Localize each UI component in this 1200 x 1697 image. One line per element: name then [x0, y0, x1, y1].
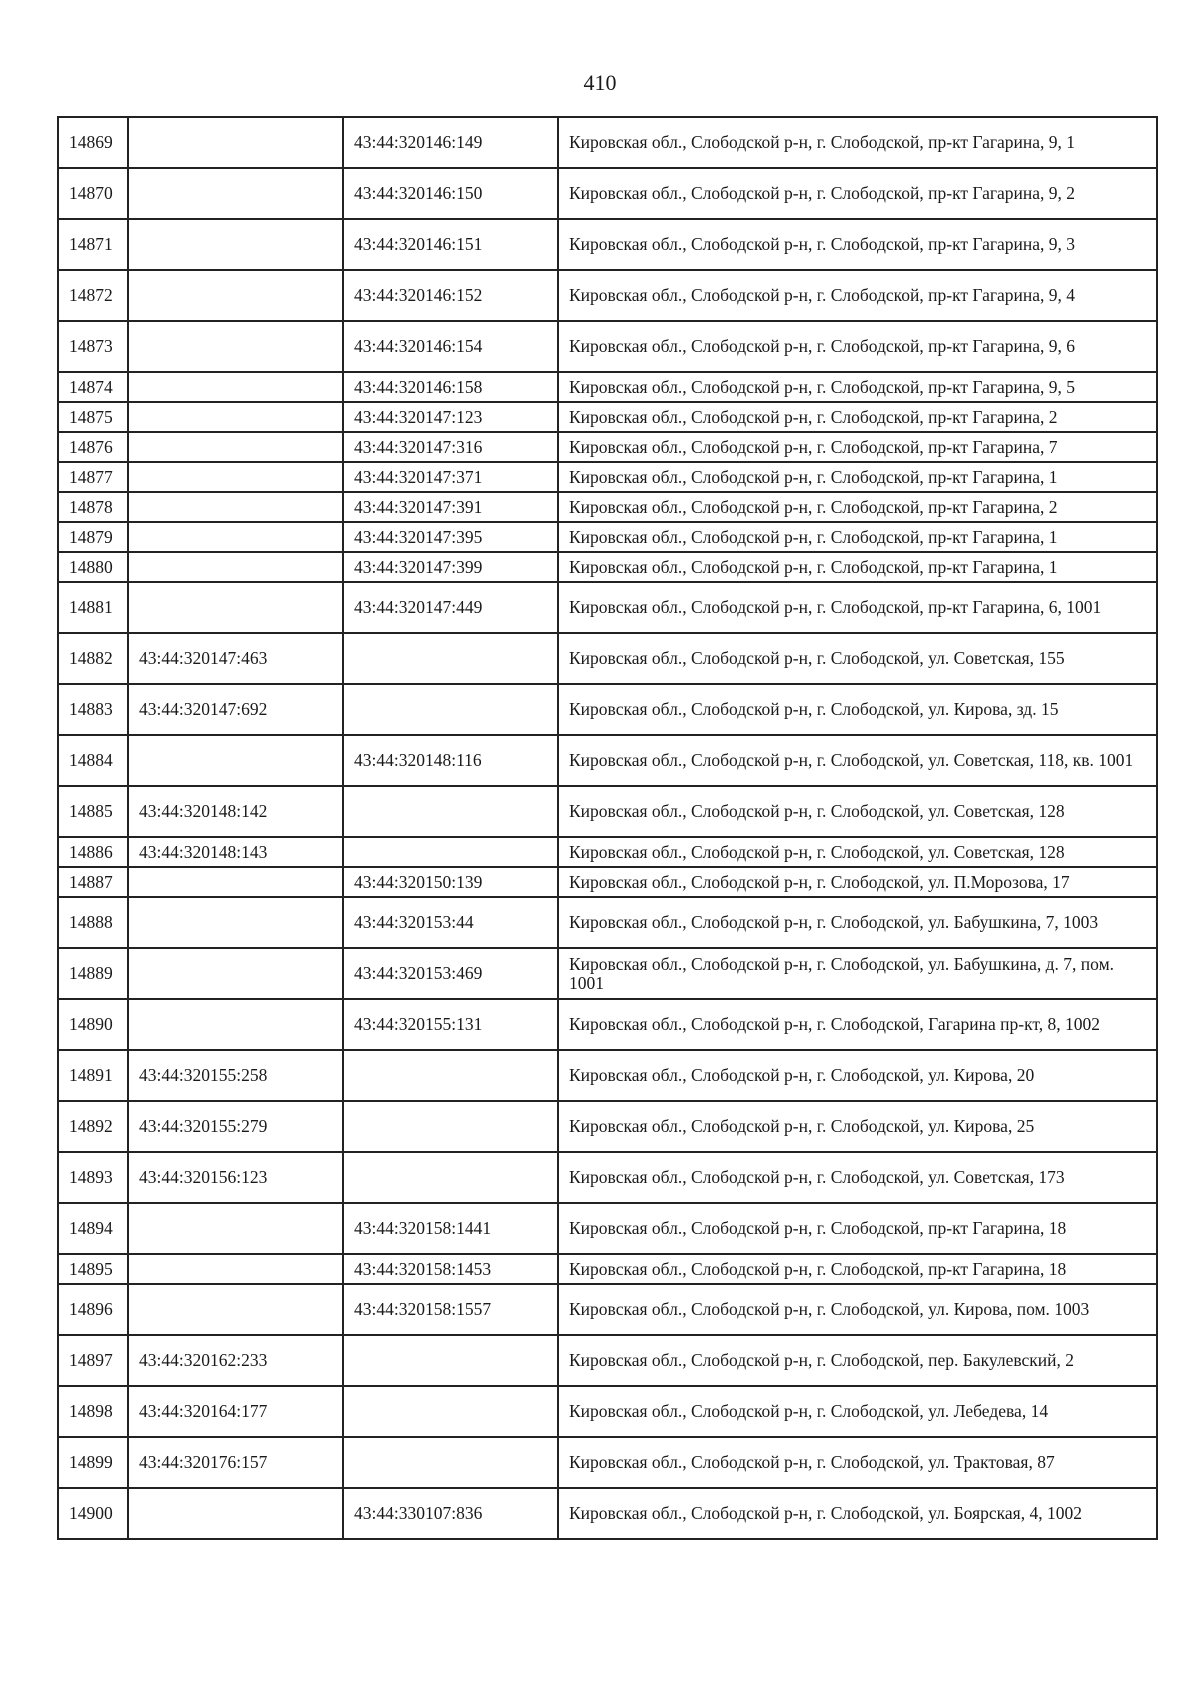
table-row — [58, 270, 1157, 321]
cadastral-number-cell — [128, 552, 343, 582]
row-number-cell: 14900 — [58, 1488, 128, 1539]
cadastral-number-cell: 43:44:320162:233 — [128, 1335, 343, 1386]
table-row — [58, 735, 1157, 786]
address-cell: Кировская обл., Слободской р-н, г. Слободской, ул. Кирова, пом. 1003 — [558, 1284, 1157, 1335]
cadastral-number-cell — [343, 1101, 558, 1152]
cadastral-number-cell: 43:44:320147:123 — [343, 402, 558, 432]
address-cell: Кировская обл., Слободской р-н, г. Слободской, пр-кт Гагарина, 2 — [558, 402, 1157, 432]
cadastral-number-cell — [343, 1437, 558, 1488]
table-row — [58, 321, 1157, 372]
row-number-cell: 14898 — [58, 1386, 128, 1437]
table-row — [58, 552, 1157, 582]
address-cell: Кировская обл., Слободской р-н, г. Слободской, ул. П.Морозова, 17 — [558, 867, 1157, 897]
cadastral-number-cell — [343, 786, 558, 837]
cadastral-number-cell: 43:44:320147:371 — [343, 462, 558, 492]
cadastral-number-cell — [128, 117, 343, 168]
row-number-cell: 14885 — [58, 786, 128, 837]
table-row — [58, 117, 1157, 168]
row-number-cell: 14870 — [58, 168, 128, 219]
cadastral-number-cell — [128, 867, 343, 897]
address-cell: Кировская обл., Слободской р-н, г. Слободской, пр-кт Гагарина, 9, 2 — [558, 168, 1157, 219]
cadastral-number-cell — [128, 462, 343, 492]
row-number-cell: 14879 — [58, 522, 128, 552]
cadastral-number-cell: 43:44:320158:1453 — [343, 1254, 558, 1284]
cadastral-number-cell: 43:44:320147:449 — [343, 582, 558, 633]
address-cell: Кировская обл., Слободской р-н, г. Слободской, ул. Советская, 155 — [558, 633, 1157, 684]
table-row — [58, 897, 1157, 948]
cadastral-number-cell: 43:44:320153:44 — [343, 897, 558, 948]
cadastral-number-cell — [343, 684, 558, 735]
table-row — [58, 1254, 1157, 1284]
cadastral-number-cell: 43:44:320176:157 — [128, 1437, 343, 1488]
row-number-cell: 14883 — [58, 684, 128, 735]
address-cell: Кировская обл., Слободской р-н, г. Слободской, ул. Боярская, 4, 1002 — [558, 1488, 1157, 1539]
cadastral-number-cell: 43:44:320164:177 — [128, 1386, 343, 1437]
cadastral-number-cell: 43:44:320148:116 — [343, 735, 558, 786]
row-number-cell: 14893 — [58, 1152, 128, 1203]
row-number-cell: 14890 — [58, 999, 128, 1050]
cadastral-number-cell — [343, 1386, 558, 1437]
cadastral-number-cell — [128, 522, 343, 552]
row-number-cell: 14888 — [58, 897, 128, 948]
row-number-cell: 14882 — [58, 633, 128, 684]
cadastral-number-cell: 43:44:320153:469 — [343, 948, 558, 999]
address-cell: Кировская обл., Слободской р-н, г. Слободской, ул. Советская, 173 — [558, 1152, 1157, 1203]
row-number-cell: 14884 — [58, 735, 128, 786]
row-number-cell: 14896 — [58, 1284, 128, 1335]
registry-table-body — [58, 117, 1157, 1539]
cadastral-number-cell: 43:44:320146:158 — [343, 372, 558, 402]
table-row — [58, 867, 1157, 897]
cadastral-number-cell: 43:44:330107:836 — [343, 1488, 558, 1539]
table-row — [58, 402, 1157, 432]
cadastral-number-cell — [128, 948, 343, 999]
cadastral-number-cell — [343, 1050, 558, 1101]
table-row — [58, 219, 1157, 270]
address-cell: Кировская обл., Слободской р-н, г. Слободской, ул. Трактовая, 87 — [558, 1437, 1157, 1488]
table-row — [58, 948, 1157, 999]
address-cell: Кировская обл., Слободской р-н, г. Слободской, пр-кт Гагарина, 6, 1001 — [558, 582, 1157, 633]
row-number-cell: 14869 — [58, 117, 128, 168]
cadastral-number-cell: 43:44:320155:131 — [343, 999, 558, 1050]
table-row — [58, 1203, 1157, 1254]
row-number-cell: 14892 — [58, 1101, 128, 1152]
cadastral-number-cell — [128, 582, 343, 633]
cadastral-number-cell: 43:44:320147:463 — [128, 633, 343, 684]
address-cell: Кировская обл., Слободской р-н, г. Слободской, пр-кт Гагарина, 18 — [558, 1203, 1157, 1254]
cadastral-number-cell: 43:44:320155:258 — [128, 1050, 343, 1101]
table-row — [58, 684, 1157, 735]
row-number-cell: 14874 — [58, 372, 128, 402]
cadastral-number-cell: 43:44:320146:150 — [343, 168, 558, 219]
table-row — [58, 1437, 1157, 1488]
address-cell: Кировская обл., Слободской р-н, г. Слободской, ул. Бабушкина, д. 7, пом. 1001 — [558, 948, 1157, 999]
cadastral-number-cell — [128, 219, 343, 270]
table-row — [58, 1284, 1157, 1335]
registry-table — [57, 116, 1158, 1540]
address-cell: Кировская обл., Слободской р-н, г. Слободской, Гагарина пр-кт, 8, 1002 — [558, 999, 1157, 1050]
table-row — [58, 1101, 1157, 1152]
address-cell: Кировская обл., Слободской р-н, г. Слободской, пр-кт Гагарина, 2 — [558, 492, 1157, 522]
row-number-cell: 14887 — [58, 867, 128, 897]
cadastral-number-cell: 43:44:320148:142 — [128, 786, 343, 837]
table-row — [58, 1488, 1157, 1539]
address-cell: Кировская обл., Слободской р-н, г. Слободской, пер. Бакулевский, 2 — [558, 1335, 1157, 1386]
row-number-cell: 14899 — [58, 1437, 128, 1488]
address-cell: Кировская обл., Слободской р-н, г. Слободской, ул. Кирова, зд. 15 — [558, 684, 1157, 735]
cadastral-number-cell: 43:44:320146:154 — [343, 321, 558, 372]
cadastral-number-cell — [128, 402, 343, 432]
cadastral-number-cell: 43:44:320147:391 — [343, 492, 558, 522]
table-row — [58, 1335, 1157, 1386]
cadastral-number-cell — [128, 492, 343, 522]
row-number-cell: 14881 — [58, 582, 128, 633]
cadastral-number-cell — [128, 1203, 343, 1254]
row-number-cell: 14873 — [58, 321, 128, 372]
cadastral-number-cell — [343, 1335, 558, 1386]
table-row — [58, 633, 1157, 684]
page-number: 410 — [583, 70, 617, 95]
row-number-cell: 14895 — [58, 1254, 128, 1284]
table-row — [58, 432, 1157, 462]
address-cell: Кировская обл., Слободской р-н, г. Слободской, пр-кт Гагарина, 1 — [558, 462, 1157, 492]
address-cell: Кировская обл., Слободской р-н, г. Слободской, ул. Лебедева, 14 — [558, 1386, 1157, 1437]
address-cell: Кировская обл., Слободской р-н, г. Слободской, ул. Советская, 128 — [558, 786, 1157, 837]
address-cell: Кировская обл., Слободской р-н, г. Слободской, пр-кт Гагарина, 18 — [558, 1254, 1157, 1284]
cadastral-number-cell: 43:44:320147:316 — [343, 432, 558, 462]
address-cell: Кировская обл., Слободской р-н, г. Слободской, пр-кт Гагарина, 9, 4 — [558, 270, 1157, 321]
table-row — [58, 582, 1157, 633]
cadastral-number-cell — [128, 432, 343, 462]
cadastral-number-cell: 43:44:320150:139 — [343, 867, 558, 897]
address-cell: Кировская обл., Слободской р-н, г. Слободской, ул. Бабушкина, 7, 1003 — [558, 897, 1157, 948]
cadastral-number-cell — [128, 999, 343, 1050]
row-number-cell: 14889 — [58, 948, 128, 999]
address-cell: Кировская обл., Слободской р-н, г. Слободской, ул. Кирова, 20 — [558, 1050, 1157, 1101]
row-number-cell: 14871 — [58, 219, 128, 270]
table-row — [58, 1386, 1157, 1437]
cadastral-number-cell: 43:44:320146:149 — [343, 117, 558, 168]
cadastral-number-cell: 43:44:320156:123 — [128, 1152, 343, 1203]
address-cell: Кировская обл., Слободской р-н, г. Слободской, пр-кт Гагарина, 7 — [558, 432, 1157, 462]
table-row — [58, 786, 1157, 837]
address-cell: Кировская обл., Слободской р-н, г. Слободской, ул. Советская, 128 — [558, 837, 1157, 867]
address-cell: Кировская обл., Слободской р-н, г. Слободской, пр-кт Гагарина, 9, 1 — [558, 117, 1157, 168]
cadastral-number-cell: 43:44:320148:143 — [128, 837, 343, 867]
cadastral-number-cell — [128, 1254, 343, 1284]
table-row — [58, 999, 1157, 1050]
cadastral-number-cell: 43:44:320147:395 — [343, 522, 558, 552]
cadastral-number-cell: 43:44:320155:279 — [128, 1101, 343, 1152]
cadastral-number-cell — [343, 633, 558, 684]
address-cell: Кировская обл., Слободской р-н, г. Слободской, пр-кт Гагарина, 1 — [558, 522, 1157, 552]
cadastral-number-cell — [128, 321, 343, 372]
row-number-cell: 14897 — [58, 1335, 128, 1386]
cadastral-number-cell — [128, 1488, 343, 1539]
cadastral-number-cell: 43:44:320146:152 — [343, 270, 558, 321]
cadastral-number-cell: 43:44:320147:399 — [343, 552, 558, 582]
table-row — [58, 1050, 1157, 1101]
table-row — [58, 837, 1157, 867]
cadastral-number-cell — [128, 897, 343, 948]
table-row — [58, 372, 1157, 402]
cadastral-number-cell — [343, 837, 558, 867]
row-number-cell: 14876 — [58, 432, 128, 462]
row-number-cell: 14877 — [58, 462, 128, 492]
row-number-cell: 14894 — [58, 1203, 128, 1254]
row-number-cell: 14872 — [58, 270, 128, 321]
cadastral-number-cell — [343, 1152, 558, 1203]
row-number-cell: 14886 — [58, 837, 128, 867]
cadastral-number-cell — [128, 168, 343, 219]
table-row — [58, 1152, 1157, 1203]
cadastral-number-cell: 43:44:320158:1441 — [343, 1203, 558, 1254]
address-cell: Кировская обл., Слободской р-н, г. Слободской, пр-кт Гагарина, 9, 3 — [558, 219, 1157, 270]
table-row — [58, 522, 1157, 552]
table-row — [58, 492, 1157, 522]
address-cell: Кировская обл., Слободской р-н, г. Слободской, ул. Кирова, 25 — [558, 1101, 1157, 1152]
cadastral-number-cell — [128, 1284, 343, 1335]
cadastral-number-cell: 43:44:320146:151 — [343, 219, 558, 270]
row-number-cell: 14878 — [58, 492, 128, 522]
row-number-cell: 14891 — [58, 1050, 128, 1101]
address-cell: Кировская обл., Слободской р-н, г. Слободской, пр-кт Гагарина, 9, 5 — [558, 372, 1157, 402]
address-cell: Кировская обл., Слободской р-н, г. Слободской, пр-кт Гагарина, 9, 6 — [558, 321, 1157, 372]
cadastral-number-cell — [128, 372, 343, 402]
cadastral-number-cell: 43:44:320158:1557 — [343, 1284, 558, 1335]
address-cell: Кировская обл., Слободской р-н, г. Слободской, ул. Советская, 118, кв. 1001 — [558, 735, 1157, 786]
address-cell: Кировская обл., Слободской р-н, г. Слободской, пр-кт Гагарина, 1 — [558, 552, 1157, 582]
row-number-cell: 14880 — [58, 552, 128, 582]
table-row — [58, 462, 1157, 492]
table-row — [58, 168, 1157, 219]
cadastral-number-cell — [128, 270, 343, 321]
row-number-cell: 14875 — [58, 402, 128, 432]
cadastral-number-cell — [128, 735, 343, 786]
cadastral-number-cell: 43:44:320147:692 — [128, 684, 343, 735]
